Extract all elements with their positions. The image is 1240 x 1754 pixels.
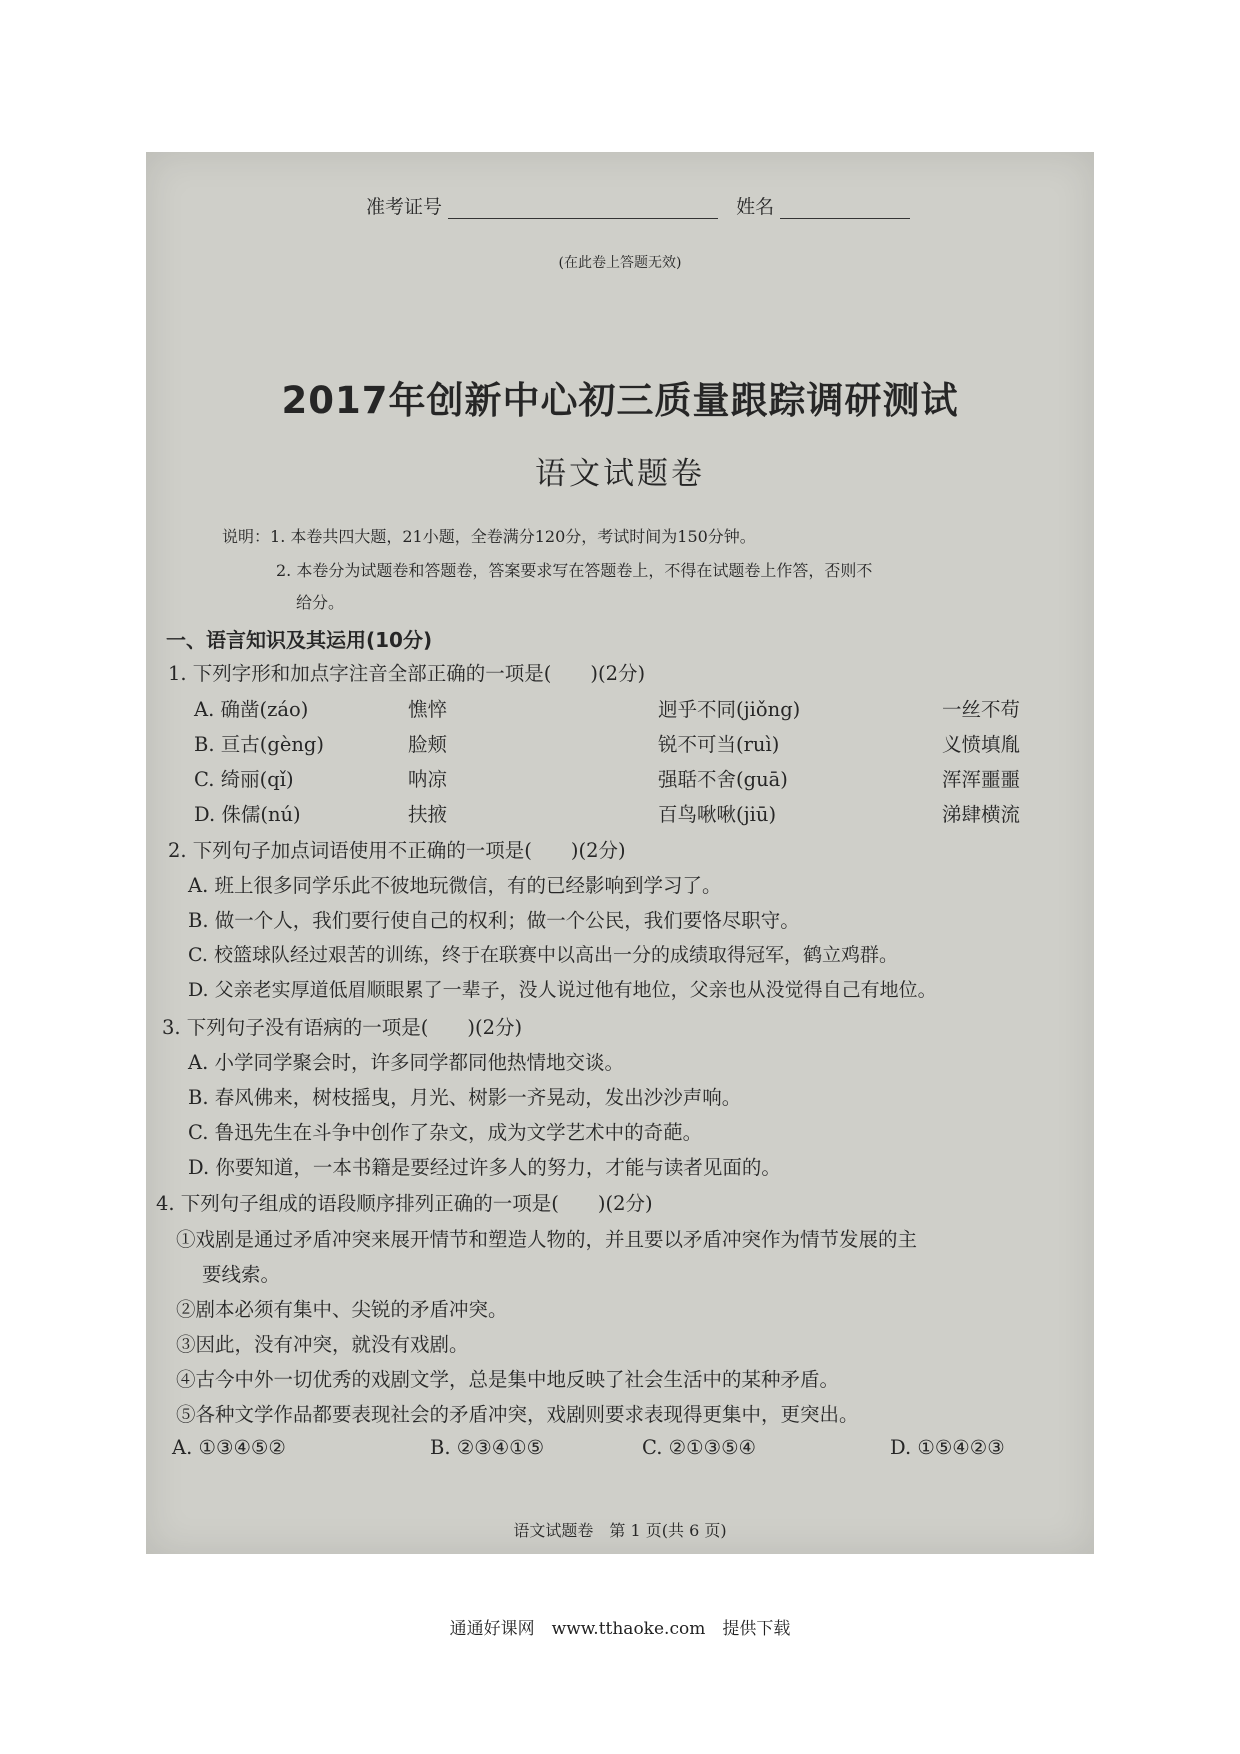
q1-c-col1: C. 绮丽(qǐ): [194, 768, 294, 791]
exam-id-label: 准考证号: [366, 196, 443, 218]
question-1-stem: 1. 下列字形和加点字注音全部正确的一项是( )(2分): [168, 662, 646, 685]
q4-sentence-1-cont: 要线索。: [202, 1263, 281, 1286]
exam-title: 2017年创新中心初三质量跟踪调研测试: [281, 379, 959, 422]
q3-option-d: D. 你要知道，一本书籍是要经过许多人的努力，才能与读者见面的。: [188, 1156, 781, 1179]
q1-d-col2: 扶掖: [408, 803, 448, 826]
instruction-2-cont: 给分。: [296, 593, 345, 612]
q1-b-col3: 锐不可当(ruì): [658, 733, 780, 756]
instruction-1: 1. 本卷共四大题，21小题，全卷满分120分，考试时间为150分钟。: [270, 527, 756, 546]
q4-sentence-5: ⑤各种文学作品都要表现社会的矛盾冲突，戏剧则要求表现得更集中，更突出。: [176, 1403, 859, 1426]
q1-d-col3: 百鸟啾啾(jiū): [658, 803, 777, 826]
exam-id-blank: [448, 198, 718, 219]
q4-sentence-2: ②剧本必须有集中、尖锐的矛盾冲突。: [176, 1298, 508, 1321]
q1-c-col3: 强聒不舍(guā): [658, 768, 788, 791]
invalid-notice: (在此卷上答题无效): [558, 255, 682, 271]
question-3-stem: 3. 下列句子没有语病的一项是( )(2分): [162, 1016, 523, 1039]
q3-option-b: B. 春风佛来，树枝摇曳，月光、树影一齐晃动，发出沙沙声响。: [188, 1086, 742, 1109]
q2-option-b: B. 做一个人，我们要行使自己的权利；做一个公民，我们要恪尽职守。: [188, 909, 800, 932]
q1-c-col4: 浑浑噩噩: [942, 768, 1021, 791]
name-blank: [780, 198, 910, 219]
q2-option-a: A. 班上很多同学乐此不彼地玩微信，有的已经影响到学习了。: [188, 874, 722, 897]
question-2-stem: 2. 下列句子加点词语使用不正确的一项是( )(2分): [168, 839, 626, 862]
q4-sentence-3: ③因此，没有冲突，就没有戏剧。: [176, 1333, 469, 1356]
q2-option-c: C. 校篮球队经过艰苦的训练，终于在联赛中以高出一分的成绩取得冠军，鹤立鸡群。: [188, 944, 898, 966]
instruction-2: 2. 本卷分为试题卷和答题卷，答案要求写在答题卷上，不得在试题卷上作答，否则不: [276, 561, 873, 580]
exam-subtitle: 语文试题卷: [535, 456, 705, 492]
q1-a-col3: 迥乎不同(jiǒng): [658, 698, 801, 721]
q1-b-col1: B. 亘古(gèng): [194, 733, 325, 756]
exam-header: [366, 192, 910, 219]
q4-answer-c: C. ②①③⑤④: [642, 1436, 757, 1459]
q4-answer-d: D. ①⑤④②③: [890, 1436, 1005, 1459]
q1-b-col2: 脸颊: [408, 733, 448, 756]
instructions-line1: [222, 524, 756, 547]
name-label: 姓名: [736, 196, 775, 218]
exam-paper: [146, 152, 1094, 1554]
q4-sentence-1: ①戏剧是通过矛盾冲突来展开情节和塑造人物的，并且要以矛盾冲突作为情节发展的主: [176, 1228, 918, 1251]
download-credit: 通通好课网 www.tthaoke.com 提供下载: [449, 1619, 791, 1639]
q3-option-c: C. 鲁迅先生在斗争中创作了杂文，成为文学艺术中的奇葩。: [188, 1121, 703, 1144]
q1-a-col2: 憔悴: [408, 698, 448, 721]
q1-a-col4: 一丝不苟: [942, 698, 1021, 721]
q2-option-d: D. 父亲老实厚道低眉顺眼累了一辈子，没人说过他有地位，父亲也从没觉得自己有地位。: [188, 979, 937, 1001]
question-4-stem: 4. 下列句子组成的语段顺序排列正确的一项是( )(2分): [156, 1192, 653, 1215]
instructions-label: 说明：: [222, 527, 271, 546]
q4-answer-a: A. ①③④⑤②: [172, 1436, 286, 1459]
q1-a-col1: A. 确凿(záo): [194, 698, 309, 721]
q4-answer-b: B. ②③④①⑤: [430, 1436, 545, 1459]
q3-option-a: A. 小学同学聚会时，许多同学都同他热情地交谈。: [188, 1051, 624, 1074]
q1-c-col2: 呐凉: [408, 768, 448, 791]
q4-sentence-4: ④古今中外一切优秀的戏剧文学，总是集中地反映了社会生活中的某种矛盾。: [176, 1368, 840, 1391]
page-footer: 语文试题卷 第 1 页(共 6 页): [513, 1521, 727, 1540]
section-1-heading: 一、语言知识及其运用(10分): [166, 628, 433, 652]
q1-b-col4: 义愤填胤: [942, 733, 1021, 756]
q1-d-col1: D. 侏儒(nú): [194, 803, 301, 826]
q1-d-col4: 涕肆横流: [942, 803, 1021, 826]
